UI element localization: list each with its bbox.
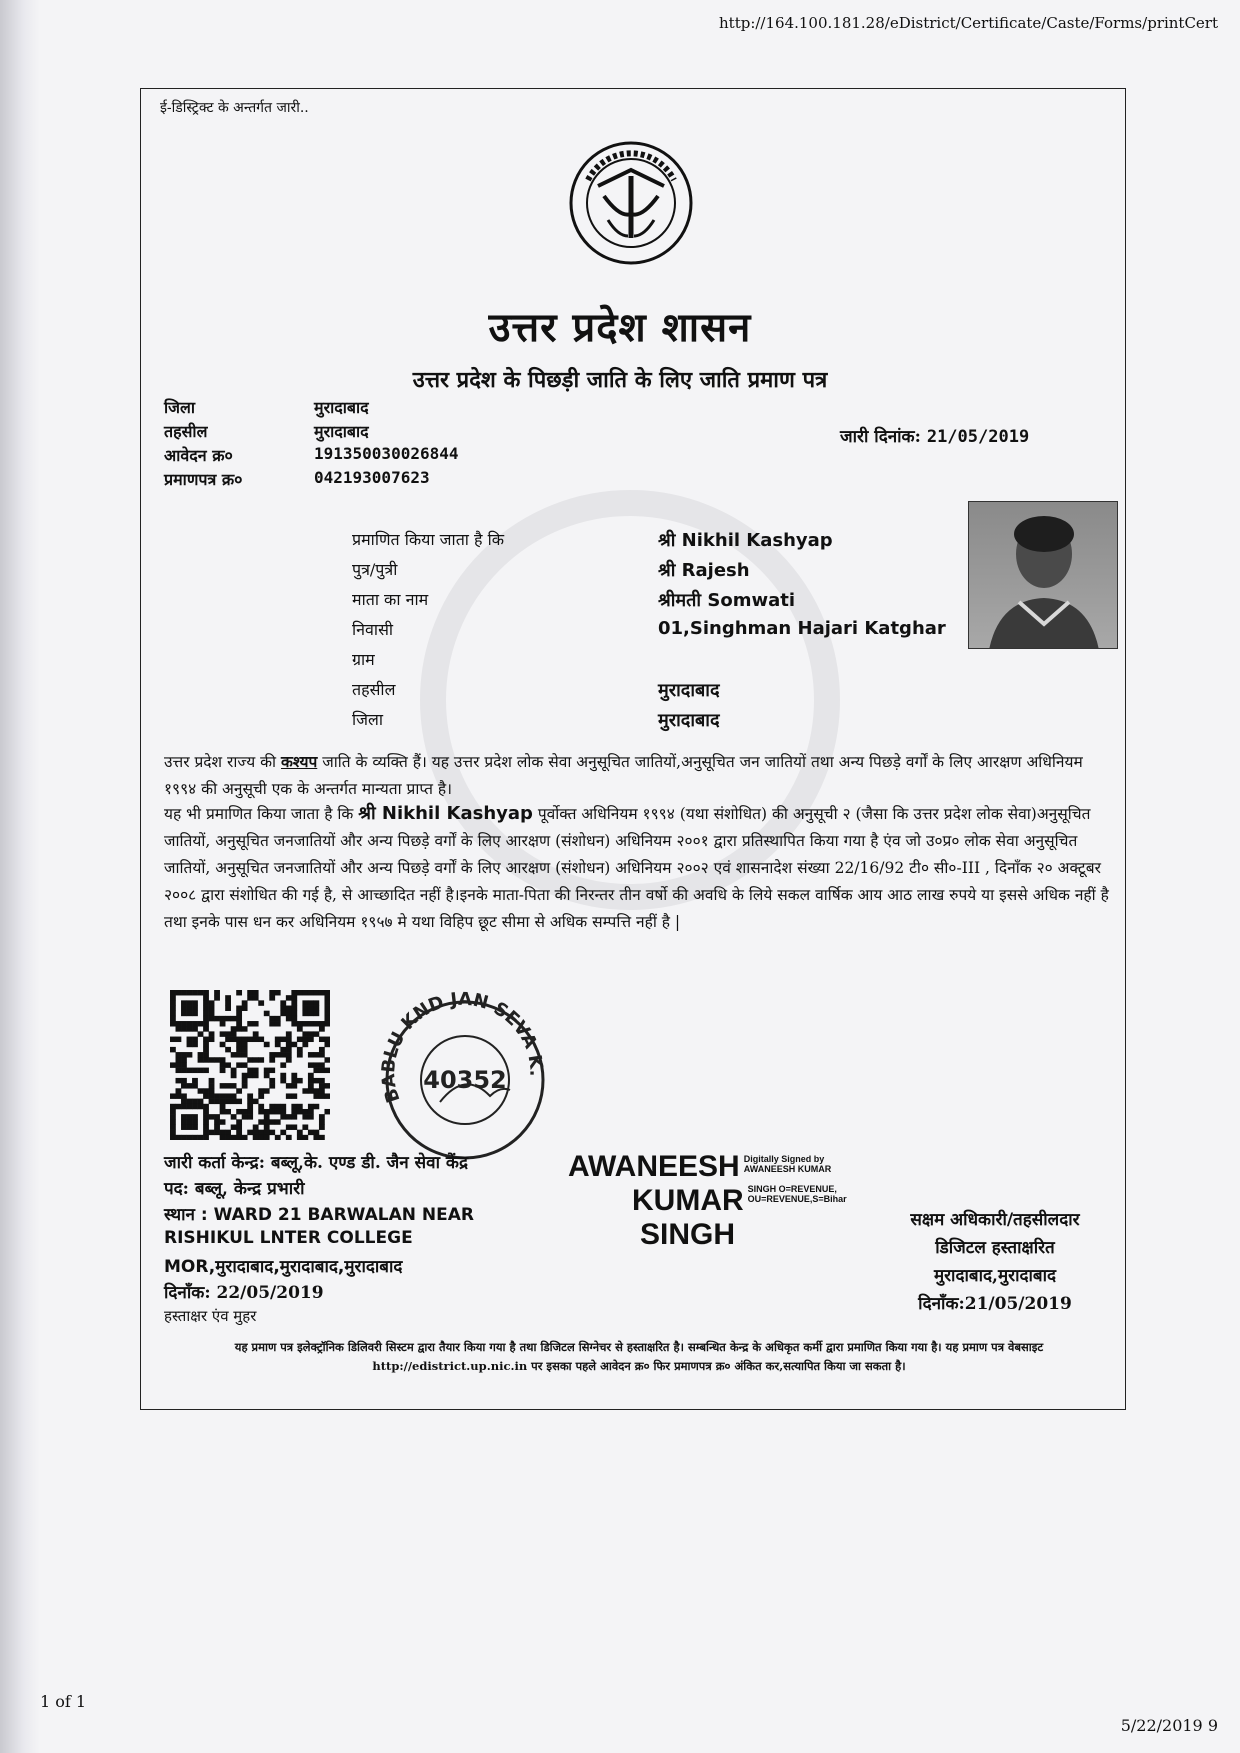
signer-name-line3: SINGH [640,1218,736,1251]
detail-value: मुरादाबाद [658,710,720,731]
issue-date-label: जारी दिनांक: [840,427,921,447]
meta-row-tehsil [164,420,459,444]
scan-shadow [0,0,40,1753]
detail-row-district [352,708,946,738]
detail-value: श्रीमती Somwati [658,590,795,611]
meta-label: आवेदन क्र० [164,446,233,465]
meta-label: प्रमाणपत्र क्र० [164,470,243,489]
issuer-place-line1: स्थान : WARD 21 BARWALAN NEAR [164,1205,475,1225]
issuer-centre: जारी कर्ता केन्द्र: बब्लू,के. एण्ड डी. जैन सेवा केंद्र [164,1153,468,1173]
detail-value: श्री Rajesh [658,560,750,581]
meta-label: तहसील [164,422,208,441]
eligibility-statement [164,800,1114,936]
authority-location: मुरादाबाद,मुरादाबाद [933,1266,1057,1286]
qr-code-icon [170,990,330,1140]
caste-name: कश्यप [280,752,318,771]
detail-label: निवासी [352,620,394,639]
eligibility-end: पूर्वोक्त अधिनियम १९९४ (यथा संशोधित) की अनुसूची २ (जैसा कि उत्तर प्रदेश लोक सेवा)अनुसूचित जातियों, अनुसूचित जनजातियों और अन्य पिछड़े वर्गों के लिए आरक्षण (संशोधन) अधिनियम २००१ द्वारा प्रतिस्थापित किया गया है एंव जो उ०प्र० लोक सेवा अनुसूचित जातियों, अनुसूचित जनजातियों और अन्य पिछड़े वर्गों के लिए आरक्षण (संशोधन) अधिनियम २००२ एवं शासनादेश संख्या 22/16/92 टी० सी०-III , दिनाँक २० अक्टूबर २००८ द्वारा संशोधित की गई है, से आच्छादित नहीं है।इनके माता-पिता की निरन्तर तीन वर्षो की अवधि के लिये सकल वार्षिक आय आठ लाख रुपये या इससे अधिक नहीं है तथा इनके पास धन कर अधिनियम १९५७ मे यथा विहिप छूट सीमा से अधिक सम्पत्ति नहीं है | [164,805,1109,931]
verification-footnote: यह प्रमाण पत्र इलेक्ट्रॉनिक डिलिवरी सिस्टम द्वारा तैयार किया गया है तथा डिजिटल सिग्नेचर से हस्ताक्षरित है। सम्बन्धित केन्द्र के अधिकृत कर्मी द्वारा प्रमाणित किया गया है। यह प्रमाण पत्र वेबसाइट http://edistrict.up.nic.in पर इसका पहले आवेदन क्र० फिर प्रमाणपत्र क्र० अंकित कर,सत्यापित किया जा सकता है। [234,1340,1044,1373]
detail-row-mother [352,588,946,618]
authority-block [870,1206,1120,1318]
certificate-subtitle: उत्तर प्रदेश के पिछड़ी जाति के लिए जाति प्रमाण पत्र [412,367,828,393]
detail-row-tehsil [352,678,946,708]
meta-value: मुरादाबाद [314,422,369,441]
issue-date [840,424,1029,447]
caste-statement-start: उत्तर प्रदेश राज्य की [164,753,281,771]
signature-note3: SINGH O=REVENUE, [747,1184,837,1194]
detail-label: जिला [352,710,384,729]
authority-date: दिनाँक:21/05/2019 [918,1294,1072,1314]
certificate-title: उत्तर प्रदेश शासन [488,304,752,351]
meta-label: जिला [164,398,196,417]
print-date: 5/22/2019 9 [1120,1716,1218,1735]
applicant-photo [968,501,1118,649]
applicant-portrait [969,502,1118,649]
meta-row-certificate-no [164,468,459,492]
detail-row-resident [352,618,946,648]
detail-label: माता का नाम [352,590,429,609]
stamp-number: 40352 [423,1066,507,1094]
signer-name-line2: KUMAR [632,1184,744,1217]
detail-label: प्रमाणित किया जाता है कि [352,530,505,549]
issuer-place-line2: RISHIKUL LNTER COLLEGE [164,1228,413,1248]
issuer-date: दिनाँक: 22/05/2019 [164,1283,324,1303]
up-govt-emblem-icon [568,140,694,266]
caste-statement [164,748,1114,803]
issuer-post: पद: बब्लू, केन्द्र प्रभारी [164,1179,305,1199]
signature-note1: Digitally Signed by [743,1154,825,1164]
meta-value: 191350030026844 [314,444,459,463]
signature-note4: OU=REVENUE,S=Bihar [747,1194,847,1204]
meta-row-district [164,396,459,420]
page-number: 1 of 1 [40,1692,87,1711]
signer-name-line1: AWANEESH [568,1150,740,1183]
seva-kendra-stamp [370,990,560,1160]
applicant-details [352,528,946,738]
meta-value: 042193007623 [314,468,430,487]
meta-row-application-no [164,444,459,468]
detail-value: श्री Nikhil Kashyap [658,530,833,551]
issue-date-value: 21/05/2019 [926,427,1030,447]
certificate-meta [164,396,459,492]
caste-statement-end: जाति के व्यक्ति हैं। यह उत्तर प्रदेश लोक सेवा अनुसूचित जातियों,अनुसूचित जन जातियों तथा अन्य पिछड़े वर्गों के लिए आरक्षण अधिनियम १९९४ की अनुसूची एक के अन्तर्गत मान्यता प्राप्त है। [164,753,1083,798]
authority-digital: डिजिटल हस्ताक्षरित [935,1238,1055,1258]
detail-row-parent [352,558,946,588]
sign-seal-label: हस्ताक्षर एंव मुहर [164,1307,257,1325]
meta-value: मुरादाबाद [314,398,369,417]
detail-row-village [352,648,946,678]
eligibility-start: यह भी प्रमाणित किया जाता है कि [164,805,359,823]
stamp-ring-text: BABLU KND JAN SEVA K. [378,990,547,1106]
page-url: http://164.100.181.28/eDistrict/Certificate/Caste/Forms/printCert [719,14,1218,32]
issued-under-note: ई-डिस्ट्रिक्ट के अन्तर्गत जारी.. [160,100,309,116]
detail-label: ग्राम [352,650,375,669]
authority-title: सक्षम अधिकारी/तहसीलदार [910,1210,1080,1230]
detail-label: तहसील [352,680,396,699]
detail-row-name [352,528,946,558]
detail-value: 01,Singhman Hajari Katghar [658,618,946,639]
detail-value: मुरादाबाद [658,680,720,701]
issuer-place-line3: MOR,मुरादाबाद,मुरादाबाद,मुरादाबाद [164,1257,403,1277]
issuer-block [164,1150,474,1332]
digital-signature [568,1150,847,1252]
eligibility-name: श्री Nikhil Kashyap [358,803,533,824]
detail-label: पुत्र/पुत्री [352,560,398,579]
signature-note2: AWANEESH KUMAR [743,1164,832,1174]
